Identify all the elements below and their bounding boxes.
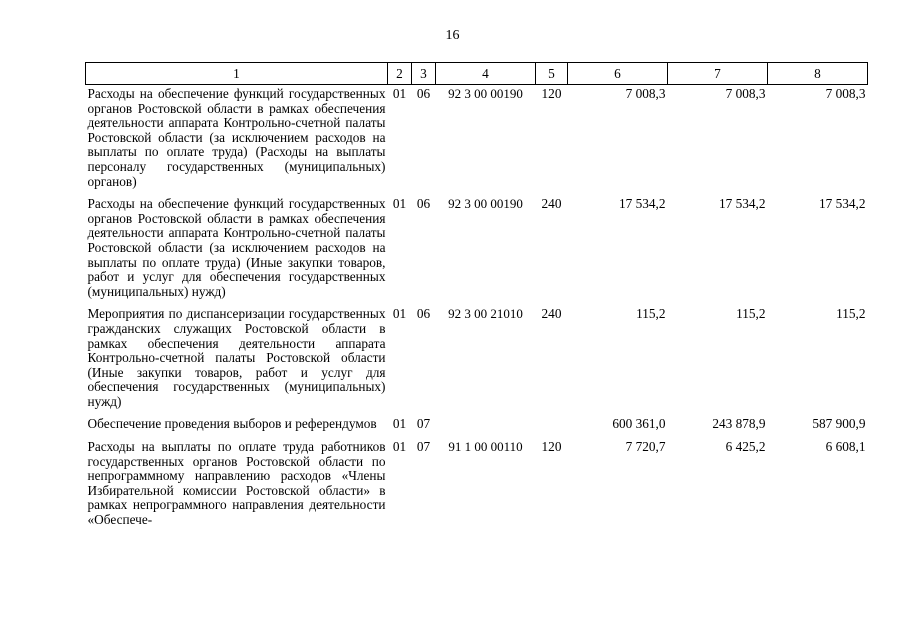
row-target-article: 92 3 00 21010 [448,306,523,322]
row-section: 01 [392,196,407,212]
row-amount-6: 7 720,7 [625,439,666,455]
row-expense-type [536,415,568,438]
row-amount-6: 7 008,3 [625,86,666,101]
row-subsection: 06 [416,196,431,212]
row-amount-6: 17 534,2 [618,196,666,212]
column-header-1: 1 [86,63,388,85]
row-subsection: 06 [416,306,431,322]
row-description: Расходы на обеспечение функций государственных органов Ростовской области в рамках обеспечения деятельности аппарата Контрольно-счетной палаты Ростовской области (за исключением расходов на выплаты по оплате труда) (Расходы на выплаты персоналу государственных (муниципальных) органов) [87,86,386,189]
row-section: 01 [392,306,407,322]
row-target-article: 92 3 00 00190 [448,196,523,212]
row-amount-8: 115,2 [836,306,866,322]
column-header-4: 4 [436,63,536,85]
row-amount-6: 115,2 [636,306,666,322]
row-target-article [436,415,536,438]
row-target-article: 92 3 00 00190 [448,86,523,101]
row-section: 01 [392,86,407,101]
row-amount-7: 7 008,3 [725,86,766,101]
column-header-8: 8 [768,63,868,85]
row-section: 01 [392,439,407,455]
row-description: Расходы на обеспечение функций государственных органов Ростовской области в рамках обеспечения деятельности аппарата Контрольно-счетной палаты Ростовской области (за исключением расходов на выплаты по оплате труда) (Иные закупки товаров, работ и услуг для обеспечения государственных (муниципальных) нужд) [87,196,386,299]
row-expense-type: 120 [541,439,562,455]
table-row [86,85,868,196]
column-header-7: 7 [668,63,768,85]
header-row [86,63,868,85]
row-description: Мероприятия по диспансеризации государственных гражданских служащих Ростовской области в рамках обеспечения деятельности аппарата Контрольно-счетной палаты Ростовской области (Иные закупки товаров, работ и услуг для обеспечения государственных (муниципальных) нужд) [87,306,386,409]
column-header-6: 6 [568,63,668,85]
row-amount-6: 600 361,0 [612,416,666,432]
column-header-3: 3 [412,63,436,85]
row-target-article: 91 1 00 00110 [448,439,523,455]
row-amount-7: 115,2 [736,306,766,322]
row-expense-type: 120 [541,86,562,101]
row-amount-7: 17 534,2 [718,196,766,212]
column-header-5: 5 [536,63,568,85]
row-expense-type: 240 [541,196,562,212]
row-amount-7: 6 425,2 [725,439,766,455]
row-subsection: 07 [416,416,431,432]
budget-table [85,62,868,534]
row-description: Обеспечение проведения выборов и референдумов [87,416,377,432]
row-amount-7: 243 878,9 [712,416,766,432]
page-number: 16 [445,28,460,43]
column-header-2: 2 [388,63,412,85]
row-description: Расходы на выплаты по оплате труда работников государственных органов Ростовской области по непрограммному направлению расходов «Члены Избирательной комиссии Ростовской области» в рамках непрограммного направления деятельности «Обеспече- [87,439,386,528]
row-expense-type: 240 [541,306,562,322]
table-row [86,195,868,305]
row-section: 01 [392,416,407,432]
table-row [86,438,868,534]
row-amount-8: 7 008,3 [825,86,866,101]
row-amount-8: 6 608,1 [825,439,866,455]
table-row [86,415,868,438]
row-subsection: 06 [416,86,431,101]
row-amount-8: 587 900,9 [812,416,866,432]
table-row [86,305,868,415]
row-amount-8: 17 534,2 [818,196,866,212]
row-subsection: 07 [416,439,431,455]
